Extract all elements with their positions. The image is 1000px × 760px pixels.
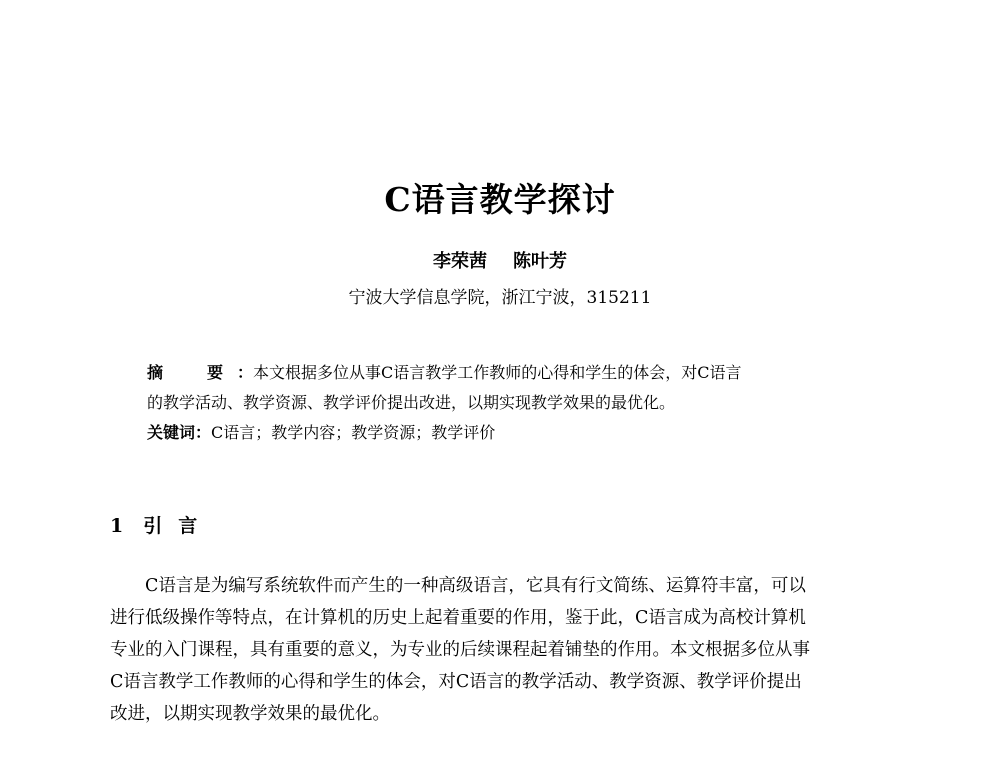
- keywords-label: 关键词: [147, 423, 196, 442]
- abstract-line: 的教学活动、教学资源、教学评价提出改进，以期实现教学效果的最优化。: [147, 393, 676, 412]
- author-name: 李荣茜: [433, 251, 487, 272]
- abstract-text: 本文根据多位从事C语言教学工作教师的心得和学生的体会，对C语言: [253, 363, 742, 382]
- author-list: [0, 249, 1000, 275]
- abstract-line: [147, 358, 867, 388]
- section-heading: [110, 512, 213, 540]
- keywords-line: [147, 418, 867, 448]
- keywords-text: C语言；教学内容；教学资源；教学评价: [211, 423, 496, 442]
- paper-title: C语言教学探讨: [384, 180, 616, 219]
- section-title: 引言: [143, 515, 214, 537]
- author-name: 陈叶芳: [513, 251, 567, 272]
- body-line: 专业的入门课程，具有重要的意义，为专业的后续课程起着铺垫的作用。本文根据多位从事: [110, 640, 810, 660]
- body-line: C语言是为编写系统软件而产生的一种高级语言，它具有行文简练、运算符丰富，可以: [145, 576, 806, 596]
- body-line: 进行低级操作等特点，在计算机的历史上起着重要的作用，鉴于此，C语言成为高校计算机: [110, 608, 806, 628]
- body-line: 改进，以期实现教学效果的最优化。: [110, 704, 390, 724]
- section-body: [110, 570, 900, 730]
- abstract-label: 摘 要: [147, 363, 238, 382]
- abstract-block: [147, 358, 867, 448]
- body-line: C语言教学工作教师的心得和学生的体会，对C语言的教学活动、教学资源、教学评价提出: [110, 672, 802, 692]
- keywords-colon: ：: [195, 423, 212, 442]
- affiliation: 宁波大学信息学院，浙江宁波，315211: [348, 288, 652, 308]
- abstract-colon: ：: [237, 363, 254, 382]
- section-number: 1: [110, 515, 128, 537]
